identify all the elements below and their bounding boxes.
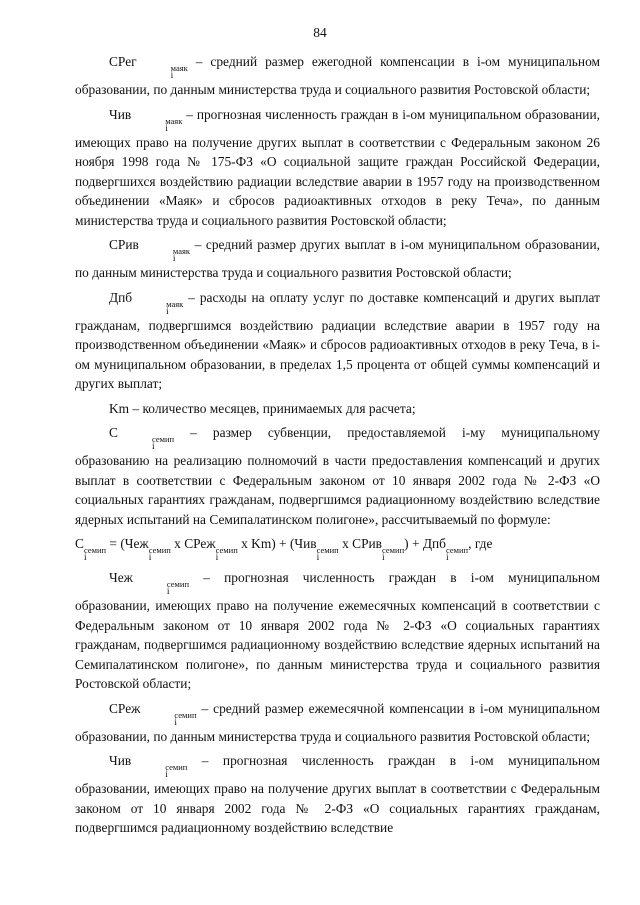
definition-paragraph bbox=[75, 288, 600, 394]
definition-text: – прогнозная численность граждан в i-ом муниципальном образовании, имеющих право на получение ежемесячных компенсаций в соответствии с Федеральным законом от 10 января 2002 года № 2-ФЗ «О социальных гарантиях гражданам, подвергшимся радиационному воздействию вследствие ядерных испытаний на Семипалатинском полигоне», по данным министерства труда и социального развития Ростовской области; bbox=[75, 570, 600, 691]
superscript: семип bbox=[165, 762, 188, 772]
subscript: i bbox=[165, 123, 168, 134]
formula-part: = (Чеж bbox=[106, 536, 149, 551]
symbol: СРег bbox=[109, 54, 137, 69]
subscript: i bbox=[83, 553, 87, 563]
superscript: семип bbox=[316, 545, 339, 555]
definition-text: – средний размер ежегодной компенсации в i-ом муниципальном образовании, по данным министерства труда и социального развития Ростовской области; bbox=[75, 54, 600, 97]
subscript: i bbox=[174, 717, 178, 728]
document-body bbox=[75, 52, 600, 843]
symbol: Чеж bbox=[109, 570, 133, 585]
subscript: i bbox=[151, 442, 155, 452]
formula-lhs: С bbox=[75, 536, 84, 551]
superscript: маяк bbox=[166, 298, 184, 309]
subscript: i bbox=[215, 553, 219, 563]
definition-paragraph bbox=[75, 699, 600, 747]
definition-paragraph bbox=[75, 751, 600, 838]
definition-paragraph bbox=[75, 235, 600, 283]
definition-text: – размер субвенции, предоставляемой i-му муниципальному образованию на реализацию полномочий в части предоставления компенсаций и других выплат в соответствии с Федеральным законом от 10 января 2002 года № 2-ФЗ «О социальных гарантиях гражданам, подвергшимся радиационному воздействию вследствие ядерных испытаний на Семипалатинском полигоне», рассчитываемый по формуле: bbox=[75, 425, 600, 527]
formula-part: x СРив bbox=[338, 536, 383, 551]
definition-text: – прогнозная численность граждан в i-ом муниципальном образовании, имеющих право на получение других выплат в соответствии с Федеральным законом от 10 января 2002 года № 2-ФЗ «О социальных гарантиях гражданам, подвергшимся радиационному воздействию вследствие bbox=[75, 753, 600, 835]
definition-paragraph bbox=[75, 52, 600, 100]
symbol: Чив bbox=[109, 753, 132, 768]
superscript: семип bbox=[148, 545, 171, 555]
definition-paragraph bbox=[75, 423, 600, 529]
symbol: Дпб bbox=[109, 289, 133, 305]
definition-text: – средний размер ежемесячной компенсации в i-ом муниципальном образовании, по данным министерства труда и социального развития Ростовской области; bbox=[75, 700, 600, 744]
definition-paragraph bbox=[75, 568, 600, 694]
subscript: i bbox=[165, 770, 168, 780]
definition-text: – средний размер других выплат в i-ом муниципальном образовании, по данным министерства труда и социального развития Ростовской области; bbox=[75, 237, 600, 280]
definition-paragraph bbox=[75, 399, 600, 419]
superscript: маяк bbox=[170, 63, 188, 73]
formula-part: , где bbox=[468, 536, 493, 551]
definition-text: – прогнозная численность граждан в i-ом муниципальном образовании, имеющих право на получение других выплат в соответствии с Федеральным законом 26 ноября 1998 года № 175-ФЗ «О социальной защите граждан Российской Федерации, подвергшихся воздействию радиации вследствие аварии в 1957 году на производственном объединении «Маяк» и сбросов радиоактивных отходов в реку Теча», по данным министерства труда и социального развития Ростовской области; bbox=[75, 106, 600, 228]
subscript: i bbox=[382, 553, 385, 563]
symbol: СРеж bbox=[109, 700, 141, 716]
superscript: семип bbox=[83, 545, 107, 555]
definition-paragraph bbox=[75, 105, 600, 231]
subscript: i bbox=[166, 306, 169, 317]
formula-part: ) + Дпб bbox=[404, 536, 446, 551]
superscript: семип bbox=[215, 545, 238, 555]
superscript: маяк bbox=[165, 115, 183, 126]
formula-part: x СРеж bbox=[170, 536, 216, 551]
page-number: 84 bbox=[313, 25, 327, 40]
definition-text: Km – количество месяцев, принимаемых для расчета; bbox=[109, 400, 416, 416]
definition-text: – расходы на оплату услуг по доставке компенсаций и других выплат гражданам, подвергшимся воздействию радиации вследствие аварии в 1957 году на производственном объединении «Маяк» и сбросов радиоактивных отходов в реку Теча, в i-ом муниципальном образовании, в пределах 1,5 процента от общей суммы компенсаций и других выплат; bbox=[75, 289, 600, 391]
subscript: i bbox=[166, 587, 170, 597]
formula bbox=[75, 534, 600, 562]
subscript: i bbox=[148, 553, 152, 563]
subscript: i bbox=[316, 553, 320, 563]
symbol: Чив bbox=[109, 106, 132, 122]
subscript: i bbox=[445, 553, 449, 563]
formula-part: x Km) + (Чив bbox=[237, 536, 317, 551]
superscript: семип bbox=[445, 545, 469, 555]
superscript: семип bbox=[174, 709, 197, 720]
symbol: СРив bbox=[109, 237, 139, 252]
symbol: С bbox=[109, 425, 118, 440]
superscript: семип bbox=[382, 545, 405, 555]
superscript: семип bbox=[151, 434, 175, 444]
superscript: семип bbox=[166, 579, 190, 589]
superscript: маяк bbox=[172, 246, 191, 256]
subscript: i bbox=[172, 254, 176, 264]
subscript: i bbox=[170, 71, 174, 81]
